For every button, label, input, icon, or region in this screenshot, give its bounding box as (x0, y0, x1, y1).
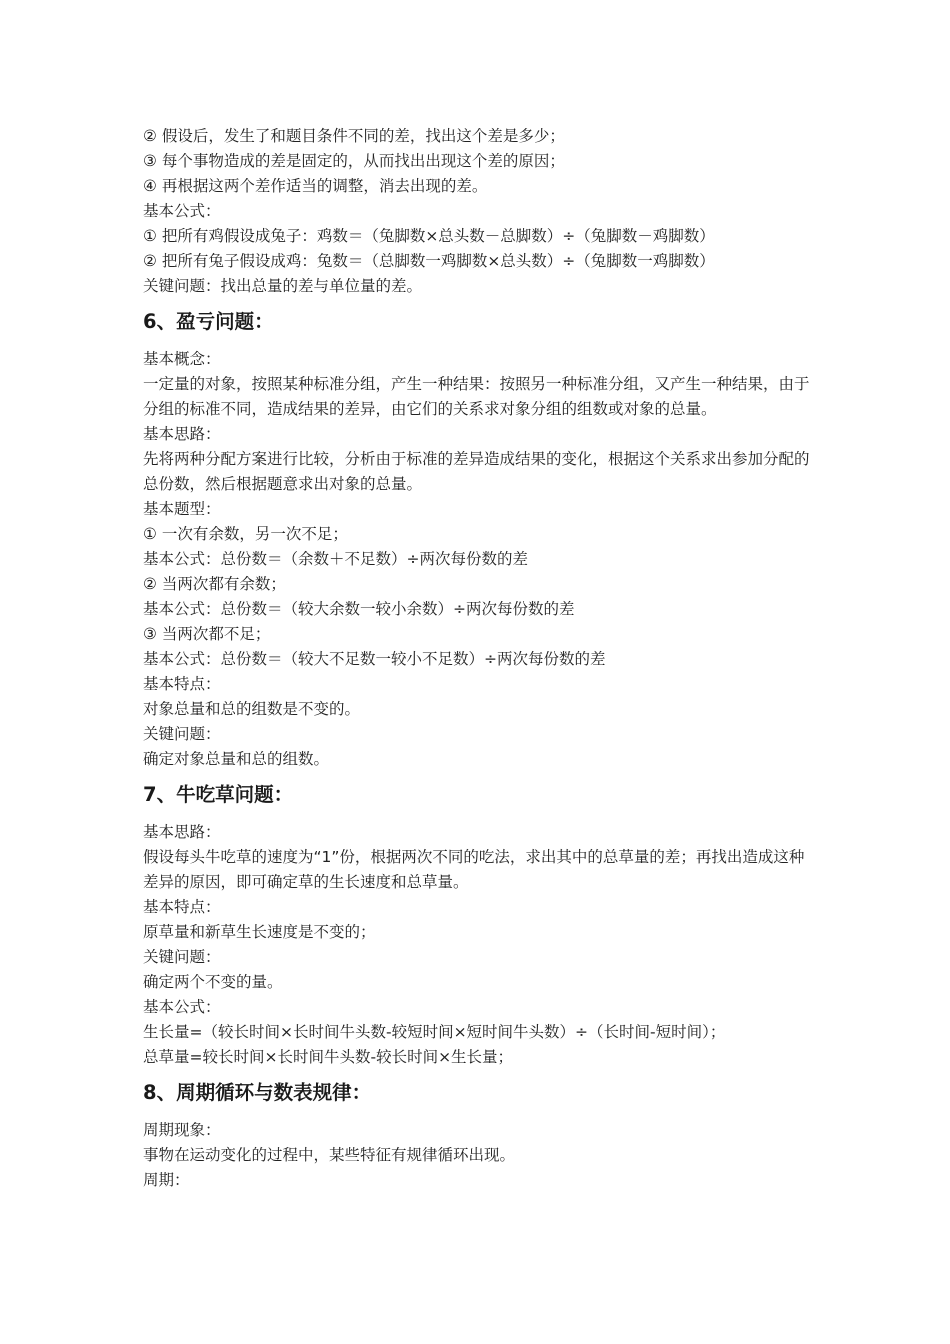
s7-feature-label: 基本特点： (143, 898, 221, 916)
s7-formula-total: 总草量=较长时间×长时间牛头数-较长时间×生长量； (143, 1048, 514, 1066)
s7-formula-growth: 生长量=（较长时间×长时间牛头数-较短时间×短时间牛头数）÷（长时间-短时间）； (143, 1023, 726, 1041)
page-content (143, 124, 811, 1193)
step-2: ② 假设后，发生了和题目条件不同的差，找出这个差是多少； (143, 127, 565, 145)
s8-period-label: 周期： (143, 1171, 190, 1189)
s6-idea-label: 基本思路： (143, 425, 221, 443)
s7-idea-label: 基本思路： (143, 823, 221, 841)
s7-key-text: 确定两个不变的量。 (143, 973, 283, 991)
s6-type-3: ③ 当两次都不足； (143, 625, 271, 643)
section-8-heading: 8、周期循环与数表规律： (143, 1081, 372, 1104)
s6-feature-text: 对象总量和总的组数是不变的。 (143, 700, 361, 718)
s8-phenomenon-label: 周期现象： (143, 1121, 221, 1139)
step-3: ③ 每个事物造成的差是固定的，从而找出出现这个差的原因； (143, 152, 565, 170)
s6-type-2: ② 当两次都有余数； (143, 575, 286, 593)
formula-label: 基本公式： (143, 202, 221, 220)
s7-feature-text: 原草量和新草生长速度是不变的； (143, 923, 376, 941)
s6-idea-text: 先将两种分配方案进行比较，分析由于标准的差异造成结果的变化，根据这个关系求出参加分配的总份数，然后根据题意求出对象的总量。 (143, 450, 810, 493)
s8-phenomenon-text: 事物在运动变化的过程中，某些特征有规律循环出现。 (143, 1146, 516, 1164)
s7-idea-text: 假设每头牛吃草的速度为“1”份，根据两次不同的吃法，求出其中的总草量的差；再找出造成这种差异的原因，即可确定草的生长速度和总草量。 (143, 848, 805, 891)
section-6-heading: 6、盈亏问题： (143, 310, 274, 333)
s6-formula-3: 基本公式：总份数＝（较大不足数一较小不足数）÷两次每份数的差 (143, 650, 606, 668)
formula-rabbit: ② 把所有兔子假设成鸡：兔数＝（总脚数一鸡脚数×总头数）÷（兔脚数一鸡脚数） (143, 252, 715, 270)
key-problem: 关键问题：找出总量的差与单位量的差。 (143, 277, 423, 295)
s6-type-1: ① 一次有余数，另一次不足； (143, 525, 348, 543)
s7-key-label: 关键问题： (143, 948, 221, 966)
formula-chicken: ① 把所有鸡假设成兔子：鸡数＝（兔脚数×总头数－总脚数）÷（兔脚数－鸡脚数） (143, 227, 715, 245)
section-7-heading: 7、牛吃草问题： (143, 783, 294, 806)
s6-feature-label: 基本特点： (143, 675, 221, 693)
s6-formula-2: 基本公式：总份数＝（较大余数一较小余数）÷两次每份数的差 (143, 600, 575, 618)
s6-key-text: 确定对象总量和总的组数。 (143, 750, 330, 768)
step-4: ④ 再根据这两个差作适当的调整，消去出现的差。 (143, 177, 488, 195)
s6-formula-1: 基本公式：总份数＝（余数＋不足数）÷两次每份数的差 (143, 550, 528, 568)
s6-key-label: 关键问题： (143, 725, 221, 743)
s7-formula-label: 基本公式： (143, 998, 221, 1016)
s6-concept-label: 基本概念： (143, 350, 221, 368)
s6-types-label: 基本题型： (143, 500, 221, 518)
s6-concept-text: 一定量的对象，按照某种标准分组，产生一种结果：按照另一种标准分组，又产生一种结果，由于分组的标准不同，造成结果的差异，由它们的关系求对象分组的组数或对象的总量。 (143, 375, 810, 418)
